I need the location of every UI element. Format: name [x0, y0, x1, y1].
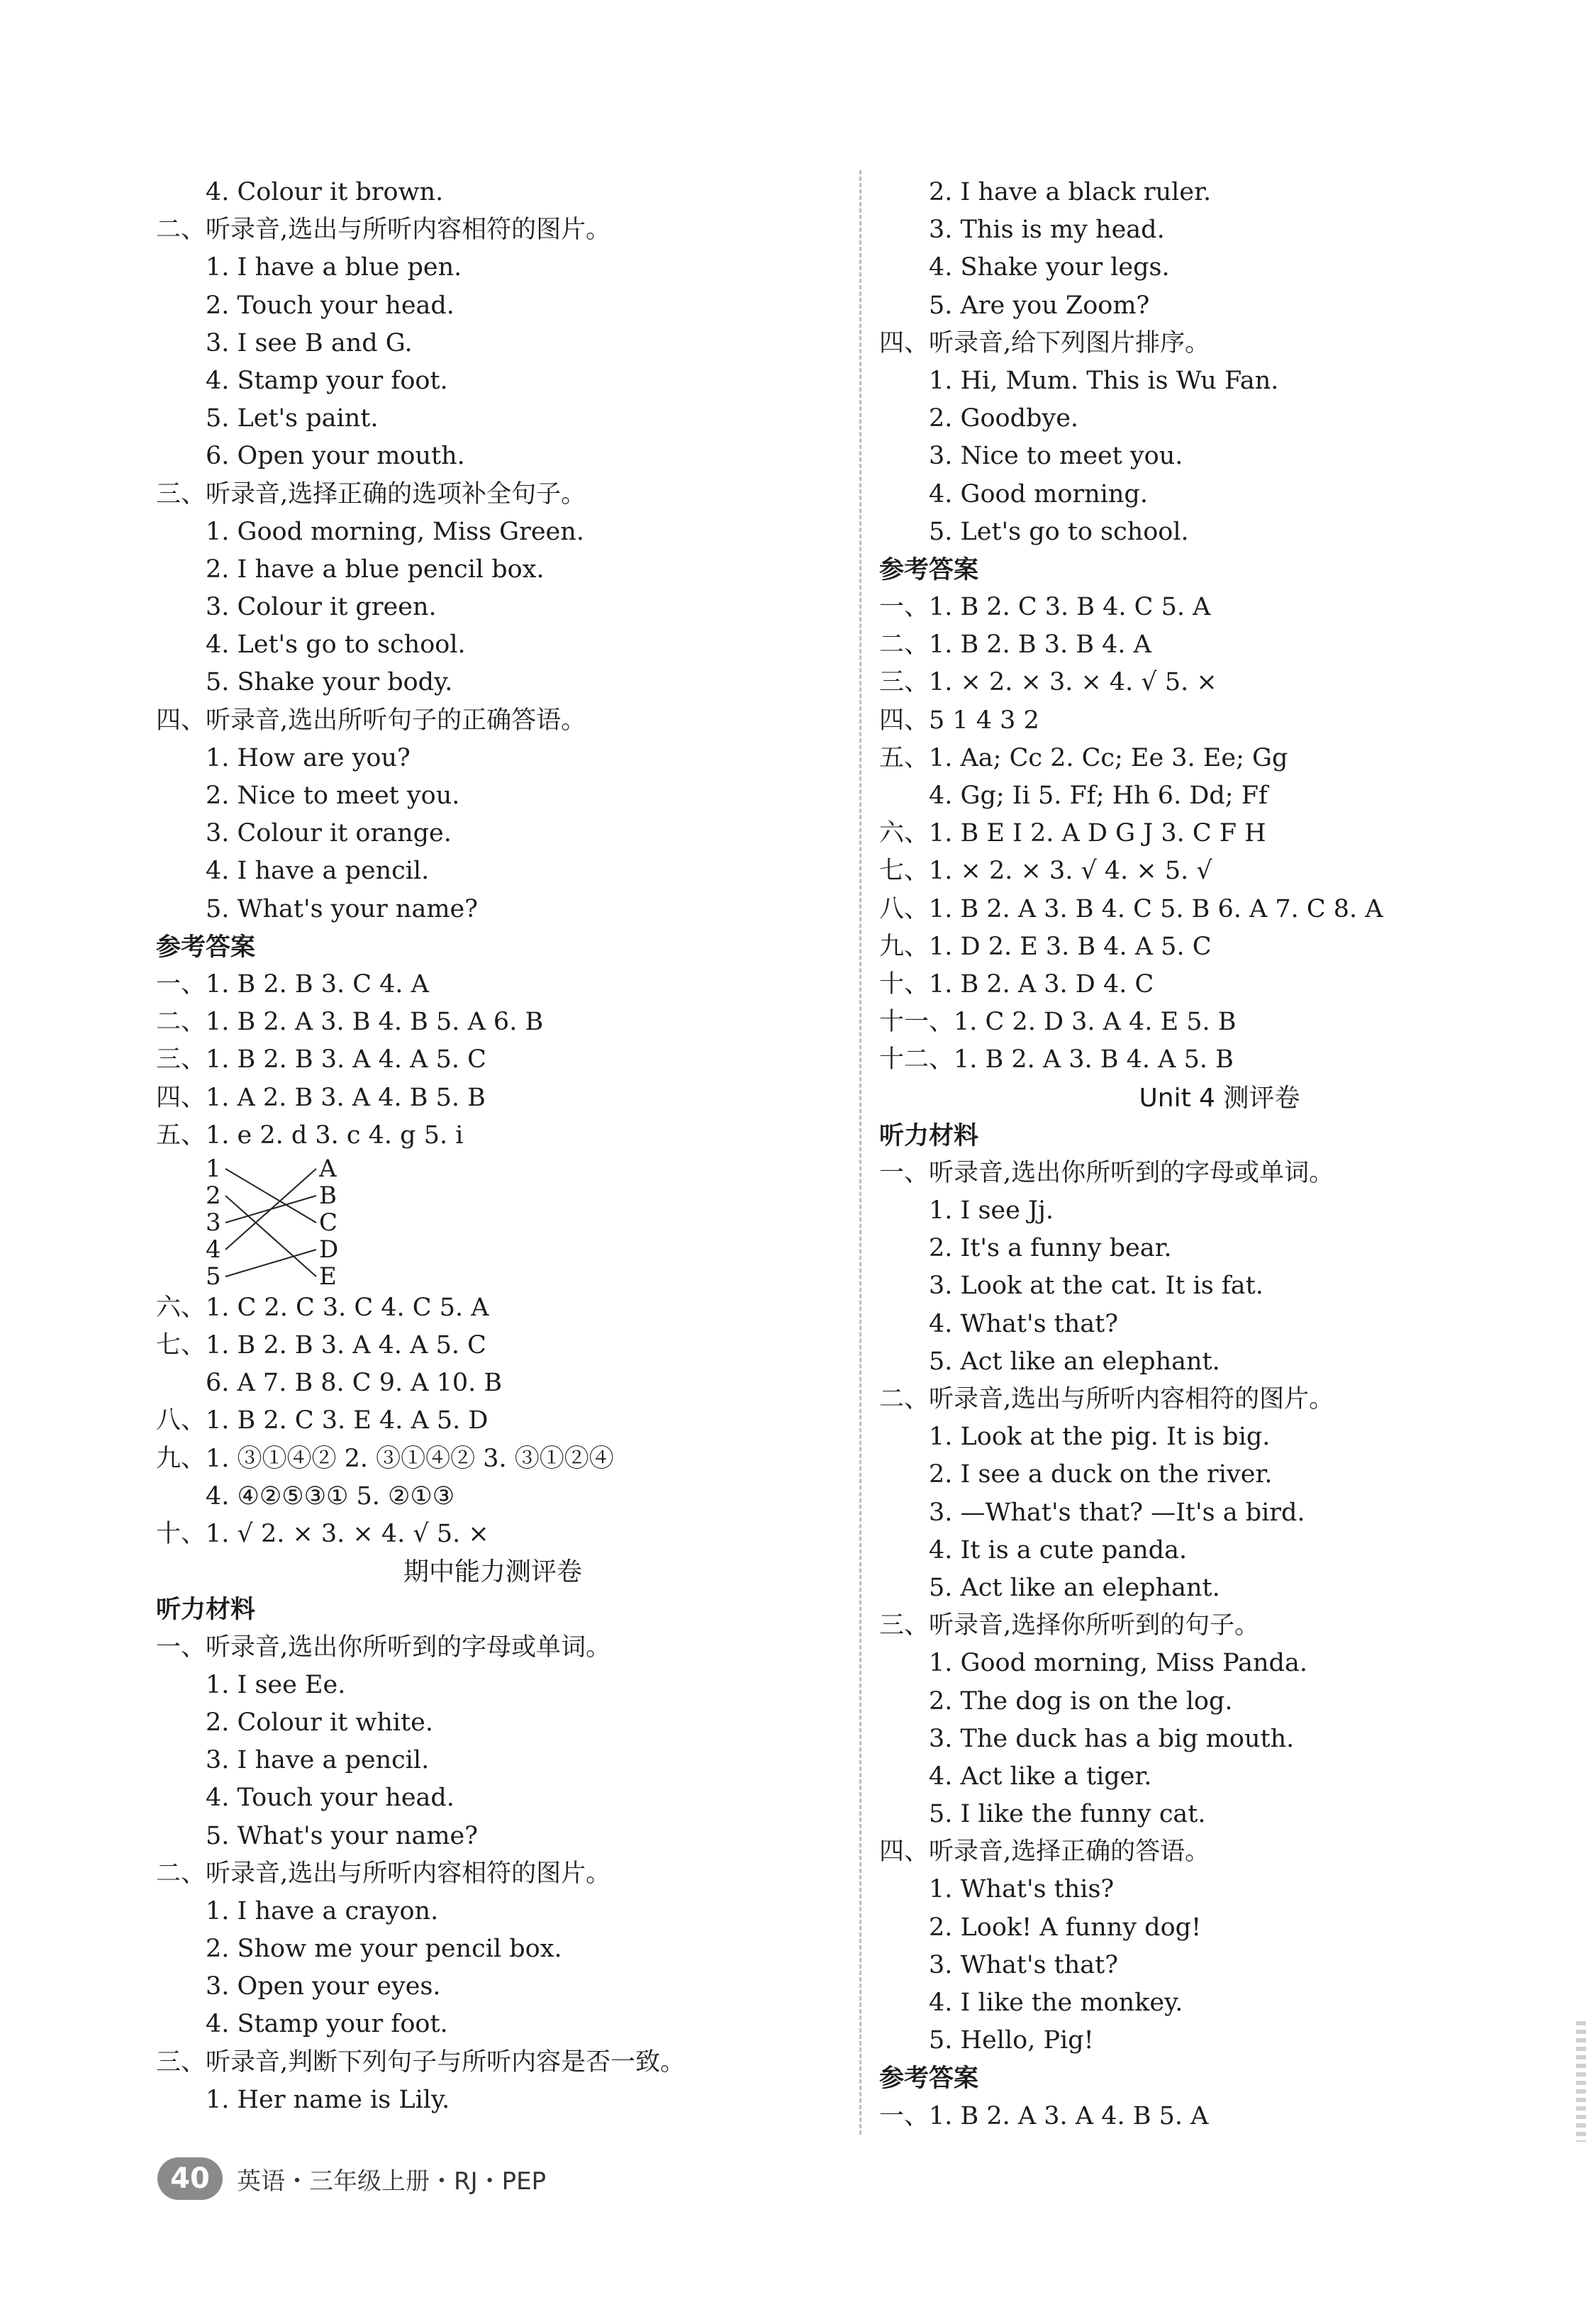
list-item: 4. Let's go to school.: [206, 630, 466, 660]
list-item: 4. Shake your legs.: [929, 253, 1170, 282]
list-item: 3. Nice to meet you.: [929, 442, 1183, 471]
text-line: 三、1. B 2. B 3. A 4. A 5. C: [156, 1045, 486, 1074]
list-item: 4. Colour it brown.: [206, 178, 444, 206]
list-item: 1. How are you?: [206, 743, 411, 772]
match-letter: D: [319, 1235, 339, 1264]
list-item: 5. Act like an elephant.: [929, 1347, 1220, 1376]
left-column: [156, 174, 830, 2119]
list-item: 1. What's this?: [929, 1875, 1115, 1904]
list-item: 4. I have a pencil.: [206, 857, 430, 886]
list-item: 4. Good morning.: [929, 479, 1148, 508]
text-line: 二、1. B 2. B 3. B 4. A: [879, 630, 1151, 660]
text-line: 十二、1. B 2. A 3. B 4. A 5. B: [879, 1045, 1234, 1074]
list-item: 3. Look at the cat. It is fat.: [929, 1272, 1263, 1301]
list-item: 5. I like the funny cat.: [929, 1800, 1206, 1829]
text-line: 四、听录音,给下列图片排序。: [879, 328, 1210, 357]
match-line: [225, 1250, 316, 1277]
section-heading: 听力材料: [879, 1121, 979, 1150]
list-item: 5. What's your name?: [206, 1821, 478, 1850]
list-item: 2. Show me your pencil box.: [206, 1935, 562, 1964]
list-item: 3. This is my head.: [929, 216, 1165, 245]
column-divider: [859, 170, 861, 2135]
text-line: 二、1. B 2. A 3. B 4. B 5. A 6. B: [156, 1008, 544, 1037]
text-line: 六、1. C 2. C 3. C 4. C 5. A: [156, 1293, 489, 1322]
match-number: 1: [206, 1154, 221, 1183]
list-item: 4. What's that?: [929, 1309, 1118, 1338]
list-item: 1. I have a crayon.: [206, 1896, 439, 1925]
match-number: 4: [206, 1235, 221, 1264]
list-item: 4. Act like a tiger.: [929, 1762, 1152, 1791]
match-line: [225, 1196, 316, 1277]
list-item: 5. What's your name?: [206, 894, 478, 923]
text-line: 四、听录音,选择正确的答语。: [879, 1838, 1210, 1867]
matching-lines: [206, 1155, 376, 1289]
text-line: 三、1. × 2. × 3. × 4. √ 5. ×: [879, 668, 1217, 697]
text-line: 六、1. B E I 2. A D G J 3. C F H: [879, 819, 1266, 848]
text-line: 一、1. B 2. C 3. B 4. C 5. A: [879, 593, 1211, 622]
list-item: 1. I see Ee.: [206, 1670, 346, 1699]
list-item: 3. Open your eyes.: [206, 1972, 441, 2001]
list-item: 6. A 7. B 8. C 9. A 10. B: [206, 1369, 503, 1398]
section-title: Unit 4 测评卷: [1139, 1083, 1300, 1113]
text-line: 五、1. Aa; Cc 2. Cc; Ee 3. Ee; Gg: [879, 743, 1288, 772]
list-item: 3. What's that?: [929, 1950, 1118, 1979]
list-item: 1. Good morning, Miss Panda.: [929, 1649, 1307, 1678]
text-line: 十一、1. C 2. D 3. A 4. E 5. B: [879, 1008, 1237, 1037]
text-line: 七、1. × 2. × 3. √ 4. × 5. √: [879, 857, 1212, 886]
text-line: 十、1. √ 2. × 3. × 4. √ 5. ×: [156, 1520, 489, 1548]
text-line: 一、听录音,选出你所听到的字母或单词。: [156, 1633, 611, 1662]
list-item: 3. Colour it green.: [206, 593, 437, 622]
match-letter: B: [319, 1181, 337, 1210]
text-line: 二、听录音,选出与所听内容相符的图片。: [879, 1385, 1334, 1413]
text-line: 一、1. B 2. B 3. C 4. A: [156, 969, 429, 999]
matching-diagram: [206, 1155, 376, 1289]
text-line: 一、听录音,选出你所听到的字母或单词。: [879, 1158, 1334, 1187]
list-item: 2. Touch your head.: [206, 291, 454, 320]
page-number-badge: 40: [157, 2157, 223, 2200]
list-item: 3. I see B and G.: [206, 328, 413, 357]
list-item: 2. Look! A funny dog!: [929, 1913, 1202, 1942]
section-heading: 参考答案: [879, 2064, 979, 2094]
list-item: 4. ④②⑤③① 5. ②①③: [206, 1482, 455, 1511]
text-line: 三、听录音,选择你所听到的句子。: [879, 1611, 1260, 1640]
list-item: 4. Stamp your foot.: [206, 366, 448, 395]
list-item: 1. I see Jj.: [929, 1196, 1054, 1225]
list-item: 1. Hi, Mum. This is Wu Fan.: [929, 366, 1279, 395]
match-number: 3: [206, 1208, 221, 1237]
list-item: 4. Stamp your foot.: [206, 2010, 448, 2039]
text-line: 九、1. D 2. E 3. B 4. A 5. C: [879, 932, 1212, 961]
list-item: 2. The dog is on the log.: [929, 1686, 1233, 1716]
match-line: [225, 1169, 316, 1223]
list-item: 5. Let's paint.: [206, 404, 379, 433]
text-line: 八、1. B 2. C 3. E 4. A 5. D: [156, 1406, 489, 1435]
text-line: 四、5 1 4 3 2: [879, 706, 1039, 735]
list-item: 2. It's a funny bear.: [929, 1234, 1172, 1263]
text-line: 七、1. B 2. B 3. A 4. A 5. C: [156, 1331, 486, 1360]
footer-text: 英语・三年级上册・RJ・PEP: [237, 2167, 547, 2196]
text-line: 九、1. ③①④② 2. ③①④② 3. ③①②④: [156, 1444, 614, 1473]
text-line: 三、听录音,判断下列句子与所听内容是否一致。: [156, 2047, 686, 2077]
page-footer: [157, 2157, 546, 2200]
list-item: 4. Gg; Ii 5. Ff; Hh 6. Dd; Ff: [929, 782, 1268, 810]
match-number: 5: [206, 1262, 221, 1291]
text-line: 二、听录音,选出与所听内容相符的图片。: [156, 1859, 611, 1888]
list-item: 5. Act like an elephant.: [929, 1573, 1220, 1602]
list-item: 3. The duck has a big mouth.: [929, 1724, 1295, 1753]
list-item: 5. Let's go to school.: [929, 517, 1189, 546]
text-line: 四、听录音,选出所听句子的正确答语。: [156, 706, 586, 735]
list-item: 4. It is a cute panda.: [929, 1535, 1188, 1564]
list-item: 6. Open your mouth.: [206, 442, 465, 471]
section-heading: 听力材料: [156, 1595, 256, 1625]
list-item: 1. Her name is Lily.: [206, 2085, 450, 2114]
section-heading: 参考答案: [156, 932, 256, 962]
edge-mark: [1576, 2021, 1586, 2142]
list-item: 2. I see a duck on the river.: [929, 1460, 1273, 1489]
list-item: 4. Touch your head.: [206, 1784, 454, 1813]
list-item: 1. Good morning, Miss Green.: [206, 517, 584, 546]
right-column: [879, 174, 1560, 2135]
list-item: 4. I like the monkey.: [929, 1989, 1183, 2017]
match-number: 2: [206, 1181, 221, 1210]
list-item: 2. Goodbye.: [929, 404, 1079, 433]
section-heading: 参考答案: [879, 555, 979, 584]
list-item: 5. Shake your body.: [206, 668, 453, 697]
section-title: 期中能力测评卷: [403, 1557, 582, 1587]
match-letter: E: [319, 1262, 337, 1291]
list-item: 5. Hello, Pig!: [929, 2026, 1094, 2055]
list-item: 3. —What's that? —It's a bird.: [929, 1498, 1305, 1527]
list-item: 2. I have a blue pencil box.: [206, 555, 545, 584]
list-item: 2. Colour it white.: [206, 1708, 434, 1737]
text-line: 二、听录音,选出与所听内容相符的图片。: [156, 216, 611, 245]
text-line: 五、1. e 2. d 3. c 4. g 5. i: [156, 1121, 464, 1150]
list-item: 1. I have a blue pen.: [206, 253, 462, 282]
match-letter: C: [319, 1208, 338, 1237]
text-line: 八、1. B 2. A 3. B 4. C 5. B 6. A 7. C 8. A: [879, 894, 1383, 923]
match-letter: A: [319, 1154, 337, 1183]
list-item: 5. Are you Zoom?: [929, 291, 1150, 320]
match-line: [225, 1169, 316, 1250]
text-line: 三、听录音,选择正确的选项补全句子。: [156, 479, 586, 508]
text-line: 一、1. B 2. A 3. A 4. B 5. A: [879, 2101, 1209, 2130]
list-item: 1. Look at the pig. It is big.: [929, 1423, 1271, 1452]
list-item: 2. Nice to meet you.: [206, 782, 460, 810]
text-line: 十、1. B 2. A 3. D 4. C: [879, 969, 1154, 999]
text-line: 四、1. A 2. B 3. A 4. B 5. B: [156, 1083, 486, 1112]
list-item: 3. Colour it orange.: [206, 819, 452, 848]
list-item: 3. I have a pencil.: [206, 1746, 430, 1775]
list-item: 2. I have a black ruler.: [929, 178, 1212, 206]
